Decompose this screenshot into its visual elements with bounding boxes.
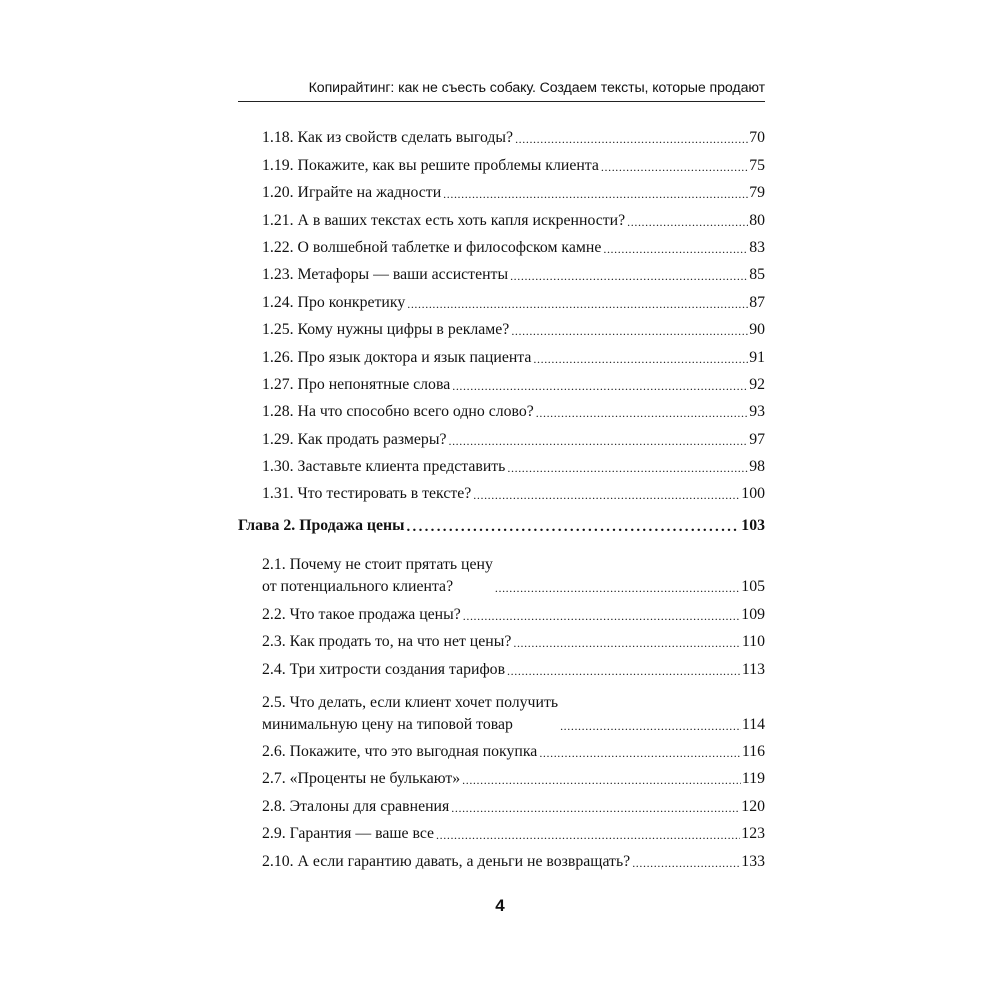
table-of-contents <box>238 122 765 873</box>
dot-leader <box>406 517 740 537</box>
toc-entry-page: 110 <box>741 633 765 651</box>
toc-entry-title: 2.7. «Проценты не булькают» <box>262 770 461 788</box>
toc-entry-title: 1.23. Метафоры — ваши ассистенты <box>262 266 509 284</box>
toc-entry <box>238 478 765 505</box>
dot-leader <box>407 294 748 314</box>
toc-entry <box>238 314 765 341</box>
toc-entry <box>238 598 765 625</box>
dot-leader <box>511 321 748 341</box>
toc-entry-title: 2.5. Что делать, если клиент хочет получить минимальную цену на типовой товар <box>262 693 559 733</box>
toc-entry-title: 1.20. Играйте на жадности <box>262 184 442 202</box>
toc-entry-title: 1.27. Про непонятные слова <box>262 375 451 393</box>
toc-entry-page: 109 <box>741 605 765 623</box>
toc-entry-page: 105 <box>741 578 765 596</box>
toc-entry-title: 2.1. Почему не стоит прятать цену от потенциального клиента? <box>262 556 493 596</box>
dot-leader <box>533 349 748 369</box>
toc-entry-page: 80 <box>749 211 765 229</box>
toc-entry <box>238 122 765 149</box>
toc-entry <box>238 818 765 845</box>
dot-leader <box>510 266 748 286</box>
page-number: 4 <box>495 896 505 915</box>
dot-leader <box>462 770 741 790</box>
toc-chapter-page: 103 <box>741 517 765 535</box>
toc-entry-title: 1.31. Что тестировать в тексте? <box>262 485 472 503</box>
toc-entry <box>238 369 765 396</box>
dot-leader <box>539 743 741 763</box>
dot-leader <box>443 184 748 204</box>
toc-entry-page: 70 <box>749 129 765 147</box>
toc-entry-page: 133 <box>741 852 765 870</box>
toc-entry <box>238 259 765 286</box>
dot-leader <box>601 157 748 177</box>
toc-entry <box>238 232 765 259</box>
toc-entry-title: 1.25. Кому нужны цифры в рекламе? <box>262 321 510 339</box>
toc-entry <box>238 790 765 817</box>
dot-leader <box>515 129 748 149</box>
toc-entry <box>238 396 765 423</box>
toc-entry-page: 98 <box>749 458 765 476</box>
toc-entry <box>238 763 765 790</box>
toc-entry <box>238 149 765 176</box>
dot-leader <box>473 485 740 505</box>
toc-entry-page: 85 <box>749 266 765 284</box>
toc-entry-page: 90 <box>749 321 765 339</box>
dot-leader <box>513 633 741 653</box>
toc-entry-page: 75 <box>749 156 765 174</box>
toc-entry-title: 2.4. Три хитрости создания тарифов <box>262 660 506 678</box>
toc-entry-title: 1.24. Про конкретику <box>262 293 406 311</box>
toc-entry <box>238 543 765 598</box>
dot-leader <box>507 458 748 478</box>
toc-entry-title: 2.8. Эталоны для сравнения <box>262 797 450 815</box>
toc-entry <box>238 451 765 478</box>
toc-entry-title: 1.30. Заставьте клиента представить <box>262 458 506 476</box>
toc-entry <box>238 177 765 204</box>
toc-entry-title: 2.6. Покажите, что это выгодная покупка <box>262 743 538 761</box>
toc-entry-title: 1.18. Как из свойств сделать выгоды? <box>262 129 514 147</box>
dot-leader <box>560 716 741 736</box>
toc-entry-page: 113 <box>741 660 765 678</box>
toc-entry-page: 100 <box>741 485 765 503</box>
toc-entry <box>238 204 765 231</box>
toc-entry <box>238 681 765 736</box>
toc-entry-page: 123 <box>741 825 765 843</box>
toc-entry-page: 119 <box>741 770 765 788</box>
dot-leader <box>463 606 741 626</box>
toc-entry-title: 1.28. На что способно всего одно слово? <box>262 403 534 421</box>
dot-leader <box>627 212 748 232</box>
dot-leader <box>507 661 741 681</box>
toc-entry-page: 92 <box>749 375 765 393</box>
toc-entry <box>238 653 765 680</box>
toc-entry-title: 1.22. О волшебной таблетке и философском камне <box>262 238 602 256</box>
toc-entry <box>238 845 765 872</box>
toc-chapter-title: Глава 2. Продажа цены <box>238 517 405 535</box>
toc-entry-page: 83 <box>749 238 765 256</box>
toc-entry-title: 2.3. Как продать то, на что нет цены? <box>262 633 512 651</box>
toc-entry-page: 120 <box>741 797 765 815</box>
toc-entry-page: 79 <box>749 184 765 202</box>
toc-entry-title: 2.2. Что такое продажа цены? <box>262 605 461 623</box>
dot-leader <box>452 376 748 396</box>
toc-entry <box>238 626 765 653</box>
toc-entry <box>238 423 765 450</box>
toc-entry-page: 114 <box>741 715 765 733</box>
toc-entry <box>238 286 765 313</box>
toc-entry-page: 97 <box>749 430 765 448</box>
toc-entry-title: 2.9. Гарантия — ваше все <box>262 825 435 843</box>
toc-entry-page: 91 <box>749 348 765 366</box>
toc-entry-title: 1.29. Как продать размеры? <box>262 430 447 448</box>
toc-entry-page: 93 <box>749 403 765 421</box>
dot-leader <box>436 825 740 845</box>
dot-leader <box>451 798 740 818</box>
header-divider <box>238 101 765 102</box>
dot-leader <box>536 403 748 423</box>
dot-leader <box>495 578 740 598</box>
dot-leader <box>603 239 748 259</box>
toc-entry <box>238 736 765 763</box>
running-header-title: Копирайтинг: как не съесть собаку. Создаем тексты, которые продают <box>308 80 765 96</box>
toc-entry <box>238 341 765 368</box>
dot-leader <box>448 431 748 451</box>
toc-entry-page: 87 <box>749 293 765 311</box>
dot-leader <box>632 853 740 873</box>
toc-entry-title: 1.26. Про язык доктора и язык пациента <box>262 348 532 366</box>
toc-entry-page: 116 <box>741 743 765 761</box>
toc-entry-title: 1.21. А в ваших текстах есть хоть капля искренности? <box>262 211 626 229</box>
toc-entry-title: 2.10. А если гарантию давать, а деньги не возвращать? <box>262 852 631 870</box>
toc-chapter-entry <box>238 505 765 543</box>
toc-entry-title: 1.19. Покажите, как вы решите проблемы клиента <box>262 156 599 174</box>
